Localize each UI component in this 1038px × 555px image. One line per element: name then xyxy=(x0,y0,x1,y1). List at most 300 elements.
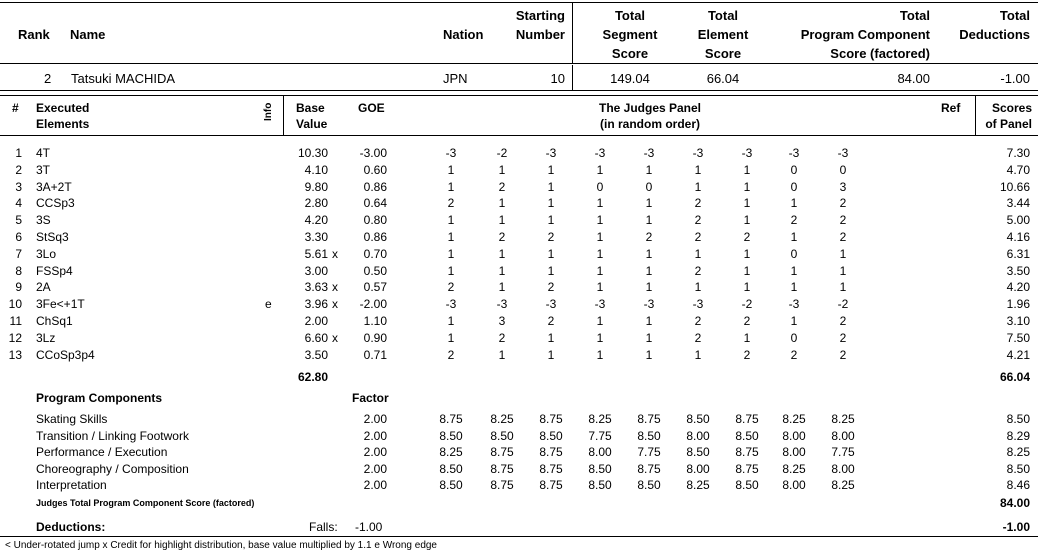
judge-mark: 2 xyxy=(839,196,847,211)
judge-mark: 3 xyxy=(498,314,506,328)
component-factor: 2.00 xyxy=(363,428,387,443)
judge-mark: 7.75 xyxy=(831,445,855,460)
table-row xyxy=(0,412,1038,428)
judge-mark: -3 xyxy=(741,146,753,160)
element-number: 9 xyxy=(15,280,22,295)
judge-mark: 1 xyxy=(645,246,653,261)
table-row xyxy=(0,163,1038,179)
table-row xyxy=(0,429,1038,445)
elements-base-total: 62.80 xyxy=(297,370,328,384)
skater-deductions: -1.00 xyxy=(1000,71,1030,86)
judge-mark: 8.00 xyxy=(782,445,806,460)
judge-mark: 8.00 xyxy=(782,478,806,493)
table-row xyxy=(0,462,1038,478)
judge-mark: 1 xyxy=(596,314,604,328)
component-score: 8.25 xyxy=(1006,445,1030,460)
judge-mark: 3 xyxy=(839,179,847,194)
element-base-value: 4.20 xyxy=(304,213,328,228)
judge-mark: -2 xyxy=(837,297,849,312)
element-base-value: 2.00 xyxy=(304,314,328,328)
element-goe: 0.90 xyxy=(363,330,387,345)
element-credit-flag: x xyxy=(332,297,338,312)
element-base-value: 3.00 xyxy=(304,263,328,278)
skater-divider xyxy=(572,65,573,90)
judge-mark: 1 xyxy=(839,280,847,295)
element-score: 3.50 xyxy=(1006,263,1030,278)
judge-mark: 8.75 xyxy=(539,445,563,460)
judge-mark: 2 xyxy=(839,213,847,228)
element-score: 6.31 xyxy=(1006,246,1030,261)
judge-mark: 8.50 xyxy=(588,461,612,476)
col-ref: Ref xyxy=(941,101,961,115)
element-score: 3.10 xyxy=(1006,314,1030,328)
judge-mark: 8.00 xyxy=(588,445,612,460)
element-goe: -2.00 xyxy=(359,297,387,312)
element-goe: 0.86 xyxy=(363,179,387,194)
header-deductions: Total Deductions xyxy=(959,8,1030,42)
judge-mark: 1 xyxy=(447,330,455,345)
judge-mark: 8.25 xyxy=(831,478,855,493)
element-score: 4.21 xyxy=(1006,347,1030,362)
judge-mark: 1 xyxy=(498,263,506,278)
element-code: 3Fe<+1T xyxy=(36,297,85,312)
skater-bottom-rule xyxy=(0,90,1038,91)
element-goe: 0.57 xyxy=(363,280,387,295)
judge-mark: 1 xyxy=(743,196,751,211)
component-name: Interpretation xyxy=(36,478,107,493)
judge-mark: 1 xyxy=(596,196,604,211)
judge-mark: 2 xyxy=(694,330,702,345)
judge-mark: 1 xyxy=(694,280,702,295)
judge-mark: 1 xyxy=(498,246,506,261)
judge-mark: -3 xyxy=(445,146,457,160)
element-base-value: 10.30 xyxy=(297,146,328,160)
judge-mark: 8.25 xyxy=(782,461,806,476)
element-code: 4T xyxy=(36,146,51,160)
judge-mark: 1 xyxy=(547,213,555,228)
judge-mark: 1 xyxy=(596,230,604,244)
judge-mark: 1 xyxy=(447,179,455,194)
judge-mark: 2 xyxy=(645,230,653,244)
element-code: 3Lo xyxy=(36,246,57,261)
element-code: CCoSp3p4 xyxy=(36,347,95,362)
judge-mark: 1 xyxy=(596,162,604,177)
judge-mark: 2 xyxy=(694,230,702,244)
skater-name: Tatsuki MACHIDA xyxy=(71,71,176,86)
table-row xyxy=(0,146,1038,162)
element-base-value: 9.80 xyxy=(304,179,328,194)
judge-mark: 1 xyxy=(498,280,506,295)
judge-mark: 1 xyxy=(547,162,555,177)
judge-mark: -2 xyxy=(496,146,508,160)
element-code: 3Lz xyxy=(36,330,56,345)
component-factor: 2.00 xyxy=(363,461,387,476)
component-score: 8.46 xyxy=(1006,478,1030,493)
element-goe: 0.86 xyxy=(363,230,387,244)
judge-mark: 2 xyxy=(547,314,555,328)
pc-factor-header: Factor xyxy=(352,391,389,405)
col-scores-of-panel: Scores of Panel xyxy=(985,101,1032,131)
judge-mark: 8.00 xyxy=(782,428,806,443)
top-rule xyxy=(0,2,1038,3)
pc-total-label: Judges Total Program Component Score (factored) xyxy=(36,498,255,508)
col-num: # xyxy=(12,101,19,115)
element-score: 1.96 xyxy=(1006,297,1030,312)
judge-mark: -3 xyxy=(692,146,704,160)
element-base-value: 5.61 xyxy=(304,246,328,261)
element-number: 2 xyxy=(15,162,22,177)
judge-mark: 8.75 xyxy=(490,478,514,493)
judge-mark: 0 xyxy=(790,162,798,177)
judge-mark: 2 xyxy=(498,230,506,244)
judge-mark: 2 xyxy=(743,347,751,362)
judge-mark: 8.75 xyxy=(637,461,661,476)
judge-mark: 1 xyxy=(694,347,702,362)
judge-mark: 7.75 xyxy=(588,428,612,443)
skater-rank: 2 xyxy=(44,71,52,86)
judge-mark: 8.50 xyxy=(439,478,463,493)
component-name: Transition / Linking Footwork xyxy=(36,428,189,443)
judge-mark: 8.25 xyxy=(831,412,855,426)
judge-mark: 8.25 xyxy=(490,412,514,426)
judge-mark: 1 xyxy=(596,347,604,362)
element-base-value: 3.30 xyxy=(304,230,328,244)
judge-mark: 1 xyxy=(790,314,798,328)
judge-mark: 2 xyxy=(447,196,455,211)
deductions-label: Deductions: xyxy=(36,520,106,534)
footnote: < Under-rotated jump x Credit for highlight distribution, base value multiplied by 1.1 e Wrong edge xyxy=(5,540,437,551)
footnote-rule xyxy=(0,536,1038,537)
component-name: Choreography / Composition xyxy=(36,461,189,476)
table-row xyxy=(0,264,1038,280)
judge-mark: 1 xyxy=(645,347,653,362)
header-rank: Rank xyxy=(18,27,50,42)
judge-mark: -3 xyxy=(788,146,800,160)
judge-mark: 1 xyxy=(645,263,653,278)
element-base-value: 3.50 xyxy=(304,347,328,362)
judge-mark: 8.75 xyxy=(637,412,661,426)
deductions-total: -1.00 xyxy=(1002,520,1030,534)
header-bottom-rule xyxy=(0,63,1038,64)
element-credit-flag: x xyxy=(332,280,338,295)
element-number: 1 xyxy=(15,146,22,160)
element-number: 5 xyxy=(15,213,22,228)
judge-mark: 1 xyxy=(694,162,702,177)
element-base-value: 6.60 xyxy=(304,330,328,345)
element-code: 3T xyxy=(36,162,51,177)
element-number: 13 xyxy=(8,347,22,362)
judge-mark: 1 xyxy=(547,263,555,278)
judge-mark: 1 xyxy=(547,246,555,261)
component-score: 8.50 xyxy=(1006,412,1030,426)
judge-mark: 0 xyxy=(645,179,653,194)
skater-tss: 149.04 xyxy=(610,71,650,86)
skater-pcs: 84.00 xyxy=(897,71,930,86)
col-goe: GOE xyxy=(358,101,385,115)
judge-mark: 2 xyxy=(694,263,702,278)
element-code: FSSp4 xyxy=(36,263,73,278)
judge-mark: 1 xyxy=(447,314,455,328)
element-code: 3A+2T xyxy=(36,179,72,194)
judge-mark: 1 xyxy=(790,280,798,295)
judge-mark: 8.50 xyxy=(588,478,612,493)
element-goe: -3.00 xyxy=(359,146,387,160)
falls-label: Falls: xyxy=(309,520,338,534)
element-code: StSq3 xyxy=(36,230,69,244)
judge-mark: 8.75 xyxy=(490,445,514,460)
table-row xyxy=(0,247,1038,263)
judge-mark: 1 xyxy=(839,263,847,278)
header-tss: Total Segment Score xyxy=(602,8,658,61)
header-name: Name xyxy=(70,27,106,42)
element-score: 7.50 xyxy=(1006,330,1030,345)
table-row xyxy=(0,478,1038,494)
elements-score-total: 66.04 xyxy=(999,370,1030,384)
judge-mark: 1 xyxy=(596,280,604,295)
judge-mark: 1 xyxy=(743,246,751,261)
element-base-value: 3.96 xyxy=(304,297,328,312)
judge-mark: 1 xyxy=(743,263,751,278)
element-base-value: 2.80 xyxy=(304,196,328,211)
element-score: 5.00 xyxy=(1006,213,1030,228)
judge-mark: 1 xyxy=(596,246,604,261)
pc-title: Program Components xyxy=(36,391,163,405)
element-number: 8 xyxy=(15,263,22,278)
judge-mark: 1 xyxy=(596,263,604,278)
judge-mark: 2 xyxy=(790,347,798,362)
element-goe: 1.10 xyxy=(363,314,387,328)
judge-mark: 8.50 xyxy=(686,445,710,460)
judge-mark: 8.25 xyxy=(686,478,710,493)
judge-mark: 0 xyxy=(790,330,798,345)
element-number: 10 xyxy=(8,297,22,312)
table-row xyxy=(0,445,1038,461)
judge-mark: 8.00 xyxy=(831,461,855,476)
element-credit-flag: x xyxy=(332,330,338,345)
judge-mark: 1 xyxy=(645,330,653,345)
judge-mark: 8.75 xyxy=(539,461,563,476)
judge-mark: 8.50 xyxy=(637,478,661,493)
judge-mark: 1 xyxy=(547,196,555,211)
judge-mark: 2 xyxy=(694,314,702,328)
judge-mark: 1 xyxy=(645,213,653,228)
judge-mark: 8.25 xyxy=(439,445,463,460)
element-goe: 0.80 xyxy=(363,213,387,228)
table-row xyxy=(0,230,1038,246)
element-goe: 0.71 xyxy=(363,347,387,362)
judge-mark: 2 xyxy=(547,280,555,295)
judge-mark: 1 xyxy=(645,280,653,295)
judge-mark: 1 xyxy=(743,162,751,177)
element-number: 7 xyxy=(15,246,22,261)
element-credit-flag: x xyxy=(332,246,338,261)
header-starting-number: Starting Number xyxy=(515,8,565,42)
judge-mark: 2 xyxy=(743,230,751,244)
judge-mark: 1 xyxy=(839,246,847,261)
judge-mark: 8.75 xyxy=(490,461,514,476)
element-goe: 0.50 xyxy=(363,263,387,278)
element-goe: 0.70 xyxy=(363,246,387,261)
judge-mark: 8.00 xyxy=(686,428,710,443)
judge-mark: -3 xyxy=(594,297,606,312)
judge-mark: 1 xyxy=(596,330,604,345)
judge-mark: 2 xyxy=(447,347,455,362)
element-code: ChSq1 xyxy=(36,314,73,328)
judge-mark: -3 xyxy=(788,297,800,312)
skater-starting-number: 10 xyxy=(550,71,565,86)
falls-value: -1.00 xyxy=(355,520,383,534)
element-goe: 0.60 xyxy=(363,162,387,177)
element-score: 7.30 xyxy=(1006,146,1030,160)
header-nation: Nation xyxy=(443,27,484,42)
judge-mark: 1 xyxy=(547,330,555,345)
component-factor: 2.00 xyxy=(363,478,387,493)
element-number: 12 xyxy=(8,330,22,345)
judge-mark: 8.50 xyxy=(490,428,514,443)
judge-mark: 1 xyxy=(447,213,455,228)
judge-mark: 2 xyxy=(498,179,506,194)
col-judges-panel: The Judges Panel (in random order) xyxy=(598,101,702,131)
judge-mark: 1 xyxy=(743,213,751,228)
judge-mark: 1 xyxy=(694,246,702,261)
judge-mark: 2 xyxy=(498,330,506,345)
element-base-value: 3.63 xyxy=(304,280,328,295)
judge-mark: 1 xyxy=(743,179,751,194)
judge-mark: 1 xyxy=(498,196,506,211)
judge-mark: 2 xyxy=(839,347,847,362)
judge-mark: 1 xyxy=(645,162,653,177)
element-score: 3.44 xyxy=(1006,196,1030,211)
header-tes: Total Element Score xyxy=(697,8,749,61)
element-base-value: 4.10 xyxy=(304,162,328,177)
judge-mark: 2 xyxy=(447,280,455,295)
col-base-value: Base Value xyxy=(296,101,328,131)
component-factor: 2.00 xyxy=(363,412,387,426)
elements-header-bottom-rule xyxy=(0,135,1038,136)
judge-mark: 1 xyxy=(645,314,653,328)
element-number: 3 xyxy=(15,179,22,194)
judge-mark: 8.75 xyxy=(539,412,563,426)
element-score: 4.70 xyxy=(1006,162,1030,177)
judge-mark: 8.25 xyxy=(588,412,612,426)
elements-divider-1 xyxy=(283,96,284,135)
judge-mark: 8.50 xyxy=(735,478,759,493)
judge-mark: -3 xyxy=(594,146,606,160)
skater-nation: JPN xyxy=(443,71,468,86)
col-executed-elements: Executed Elements xyxy=(36,101,90,131)
judge-mark: 8.00 xyxy=(831,428,855,443)
judge-mark: 1 xyxy=(498,213,506,228)
judge-mark: 2 xyxy=(547,230,555,244)
judge-mark: 2 xyxy=(839,314,847,328)
judge-mark: 8.25 xyxy=(782,412,806,426)
element-code: CCSp3 xyxy=(36,196,75,211)
elements-top-rule xyxy=(0,95,1038,96)
judge-mark: 0 xyxy=(790,179,798,194)
judge-mark: -3 xyxy=(545,297,557,312)
judge-mark: 1 xyxy=(694,179,702,194)
header-pcs: Total Program Component Score (factored) xyxy=(800,8,930,61)
judge-mark: -3 xyxy=(545,146,557,160)
judge-mark: -3 xyxy=(643,297,655,312)
judge-mark: 0 xyxy=(839,162,847,177)
judge-mark: 1 xyxy=(743,330,751,345)
table-row xyxy=(0,196,1038,212)
judge-mark: -3 xyxy=(692,297,704,312)
judge-mark: 1 xyxy=(645,196,653,211)
table-row xyxy=(0,348,1038,364)
judge-mark: 7.75 xyxy=(637,445,661,460)
judge-mark: 8.75 xyxy=(735,461,759,476)
element-number: 4 xyxy=(15,196,22,211)
judge-mark: 8.50 xyxy=(686,412,710,426)
judge-mark: 2 xyxy=(790,213,798,228)
table-row xyxy=(0,213,1038,229)
judge-mark: 2 xyxy=(694,196,702,211)
judge-mark: 2 xyxy=(694,213,702,228)
component-score: 8.50 xyxy=(1006,461,1030,476)
element-score: 10.66 xyxy=(999,179,1030,194)
element-number: 11 xyxy=(9,314,22,328)
judge-mark: 1 xyxy=(498,162,506,177)
judge-mark: 8.75 xyxy=(439,412,463,426)
judge-mark: 1 xyxy=(743,280,751,295)
judge-mark: 8.50 xyxy=(735,428,759,443)
judge-mark: 1 xyxy=(498,347,506,362)
judge-mark: 8.75 xyxy=(735,445,759,460)
judge-mark: -3 xyxy=(496,297,508,312)
judge-mark: 0 xyxy=(790,246,798,261)
judge-mark: 1 xyxy=(596,213,604,228)
judge-mark: 1 xyxy=(790,230,798,244)
judge-mark: 8.75 xyxy=(735,412,759,426)
component-score: 8.29 xyxy=(1006,428,1030,443)
judge-mark: 1 xyxy=(447,162,455,177)
judge-mark: 8.50 xyxy=(637,428,661,443)
header-divider xyxy=(572,2,573,63)
judge-mark: 8.50 xyxy=(439,461,463,476)
judge-mark: 2 xyxy=(839,330,847,345)
pc-total-score: 84.00 xyxy=(999,496,1030,510)
element-code: 3S xyxy=(36,213,51,228)
component-name: Skating Skills xyxy=(36,412,108,426)
table-row xyxy=(0,180,1038,196)
table-row xyxy=(0,297,1038,313)
element-score: 4.16 xyxy=(1006,230,1030,244)
judge-mark: 2 xyxy=(839,230,847,244)
judge-mark: 8.75 xyxy=(539,478,563,493)
skater-tes: 66.04 xyxy=(706,71,740,86)
judge-mark: 1 xyxy=(447,230,455,244)
judge-mark: 1 xyxy=(790,263,798,278)
element-code: 2A xyxy=(36,280,51,295)
judge-mark: 1 xyxy=(547,347,555,362)
judge-mark: -3 xyxy=(837,146,849,160)
component-factor: 2.00 xyxy=(363,445,387,460)
judge-mark: 1 xyxy=(790,196,798,211)
col-info: Info xyxy=(263,102,274,121)
table-row xyxy=(0,314,1038,330)
judge-mark: 0 xyxy=(596,179,604,194)
element-number: 6 xyxy=(15,230,22,244)
table-row xyxy=(0,280,1038,296)
judge-mark: 8.50 xyxy=(539,428,563,443)
judge-mark: 1 xyxy=(447,263,455,278)
judge-mark: -3 xyxy=(445,297,457,312)
judge-mark: -2 xyxy=(741,297,753,312)
element-score: 4.20 xyxy=(1006,280,1030,295)
table-row xyxy=(0,331,1038,347)
